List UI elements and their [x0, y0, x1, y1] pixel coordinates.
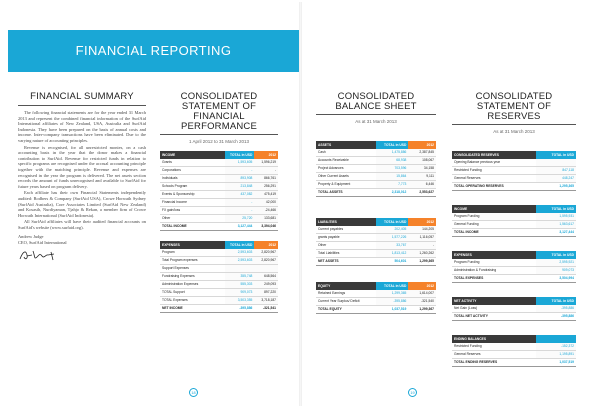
reserves-expenses-table: [452, 251, 576, 283]
total-label: TOTAL ASSETS: [316, 189, 376, 197]
usd-header: TOTAL in USD: [376, 282, 408, 290]
row-label: Financial Income: [160, 199, 225, 207]
row-label: TOTAL Support: [160, 289, 225, 297]
usd-header: TOTAL in USD: [225, 241, 255, 249]
row-label: Program Funding: [452, 213, 536, 221]
row-label: Total Liabilities: [316, 250, 376, 258]
table-row: [160, 257, 278, 265]
table-row: [452, 167, 576, 175]
total-prior: 1,299,365: [408, 258, 436, 266]
signatory-role: CEO, SurfAid International: [18, 240, 67, 246]
row-usd: 703,596: [376, 165, 408, 173]
table-row: [160, 215, 278, 223]
total-row: [452, 275, 576, 283]
row-prior: 1,260,262: [408, 250, 436, 258]
expenses-header: EXPENSES: [452, 251, 536, 259]
summary-paragraph: The following financial statements are for the year ended 31 March 2013 and represent the combined financial information of the SurfAid International affiliates of New Zealand, USA, Australia and SurfAid Indonesia. They have been prepared on the basis of annual costs and income. Inter-company transactions have been eliminated. Due to the varying nature of accounting principles.: [18, 110, 146, 143]
row-usd: 2,593,603: [225, 249, 255, 257]
table-row: [160, 175, 278, 183]
total-prior: -321,541: [254, 305, 278, 313]
total-row: [316, 306, 436, 314]
row-label: Program: [160, 249, 225, 257]
row-usd: -: [225, 167, 255, 175]
row-prior: -321,540: [408, 298, 436, 306]
row-usd: -395,886: [376, 298, 408, 306]
row-usd: 847,118: [536, 167, 576, 175]
total-row: [160, 305, 278, 313]
row-label: grants payable: [316, 234, 376, 242]
ending-balances-table: [452, 335, 576, 367]
row-prior: -: [254, 167, 278, 175]
row-usd: 448,247: [536, 175, 576, 183]
table-row: [316, 165, 436, 173]
page-number-right: 19: [408, 388, 417, 397]
net-activity-table: [452, 297, 576, 321]
income-header: INCOME: [452, 205, 536, 213]
usd-header: TOTAL in USD: [376, 141, 408, 149]
table-row: [316, 149, 436, 157]
row-usd: -395,886: [536, 305, 576, 313]
table-row: [452, 267, 576, 275]
total-usd: 1,295,365: [536, 183, 576, 191]
reserves-divider: [452, 124, 576, 125]
row-prior: -24,466: [254, 207, 278, 215]
row-label: Administration & Fundraising: [452, 267, 536, 275]
total-usd: 1,037,519: [536, 359, 576, 367]
banner-title: FINANCIAL REPORTING: [75, 43, 232, 58]
total-row: [452, 313, 576, 321]
net-activity-header-row: [452, 297, 576, 305]
total-row: [316, 189, 436, 197]
ending-header: ENDING BALANCES: [452, 335, 536, 343]
table-row: [160, 289, 278, 297]
expenses-header-row: [160, 241, 278, 249]
total-usd: 3,504,994: [536, 275, 576, 283]
summary-paragraph: Revenue is recognised, for all unrestricted monies, on a cash accounting basis in the year that the donor makes a financial contribution to SurfAid. Revenue for restricted funds in relation to specific programs are recognised under the accrual accounting principle together with the matching principle. Revenue and expenses are recognised in the year the program is delivered. The net assets section records the amount of funds unrecognised and available to SurfAid for future years based on program delivery.: [18, 144, 146, 189]
total-usd: 3,127,444: [225, 223, 255, 231]
row-prior: 1,116,057: [408, 234, 436, 242]
row-prior: 42,000: [254, 199, 278, 207]
row-prior: 34,158: [408, 165, 436, 173]
row-prior: 1,596,219: [254, 159, 278, 167]
table-row: [160, 249, 278, 257]
income-header-row: [160, 151, 278, 159]
reserves-income-table: [452, 205, 576, 237]
handwritten-signature: [18, 248, 62, 262]
table-row: [160, 191, 278, 199]
reserves-section: [452, 92, 576, 367]
total-label: TOTAL INCOME: [452, 229, 536, 237]
row-usd: [536, 159, 576, 167]
total-label: TOTAL ENDING RESERVES: [452, 359, 536, 367]
table-row: [316, 181, 436, 189]
performance-period: 1 April 2012 to 31 March 2013: [188, 139, 250, 144]
row-usd: 1,299,365: [376, 290, 408, 298]
summary-body: [18, 110, 146, 230]
total-label: NET ASSETS: [316, 258, 376, 266]
table-row: [160, 297, 278, 305]
row-label: Current payables: [316, 226, 376, 234]
usd-header: TOTAL in USD: [536, 297, 576, 305]
row-label: Support Expenses: [160, 265, 225, 273]
row-usd: 213,848: [225, 183, 255, 191]
row-label: Restricted Funding: [452, 343, 536, 351]
row-usd: 893,908: [225, 175, 255, 183]
row-label: General Reserves: [452, 351, 536, 359]
financial-summary: [18, 92, 146, 263]
row-usd: 909,073: [536, 267, 576, 275]
row-prior: 133,681: [254, 215, 278, 223]
row-usd: 1,595,931: [536, 213, 576, 221]
prior-year-header: 2012: [408, 218, 436, 226]
balance-divider: [316, 114, 436, 115]
table-row: [316, 242, 436, 250]
row-usd: 33,767: [376, 242, 408, 250]
row-prior: 866,761: [254, 175, 278, 183]
income-header: INCOME: [160, 151, 225, 159]
reserves-period: As at 31 March 2013: [493, 129, 535, 134]
row-prior: 108,067: [408, 157, 436, 165]
row-label: Administration Expenses: [160, 281, 225, 289]
expenses-table: [160, 241, 278, 313]
total-row: [452, 229, 576, 237]
total-row: [452, 359, 576, 367]
row-prior: 2,820,967: [254, 257, 278, 265]
total-usd: 504,601: [376, 258, 408, 266]
equity-header-row: [316, 282, 436, 290]
performance-divider: [160, 134, 278, 135]
row-usd: 1,577,226: [376, 234, 408, 242]
net-activity-header: NET ACTIVITY: [452, 297, 536, 305]
row-usd: 909,073: [225, 289, 255, 297]
row-label: Project Advances: [316, 165, 376, 173]
row-label: General Funding: [452, 221, 536, 229]
row-usd: 555,303: [225, 281, 255, 289]
total-prior: 1,299,367: [408, 306, 436, 314]
row-prior: 475,419: [254, 191, 278, 199]
table-row: [452, 175, 576, 183]
row-prior: 2,820,967: [254, 249, 278, 257]
ending-header-row: [452, 335, 576, 343]
row-usd: 355,748: [225, 273, 255, 281]
total-label: TOTAL NET ACTIVITY: [452, 313, 536, 321]
row-prior: 9,111: [408, 173, 436, 181]
total-usd: 1,037,519: [376, 306, 408, 314]
table-row: [316, 157, 436, 165]
usd-header: TOTAL in USD: [376, 218, 408, 226]
assets-table: [316, 141, 436, 197]
expenses-header: EXPENSES: [160, 241, 225, 249]
total-label: TOTAL EQUITY: [316, 306, 376, 314]
row-label: Fundraising Expenses: [160, 273, 225, 281]
balance-title-1: CONSOLIDATED: [337, 91, 415, 102]
table-row: [452, 213, 576, 221]
row-label: Cash: [316, 149, 376, 157]
row-usd: 1,195,891: [536, 351, 576, 359]
subtotal-row: [316, 250, 436, 258]
row-prior: 6,446: [408, 181, 436, 189]
row-label: Net Gain (Loss): [452, 305, 536, 313]
right-page: [302, 2, 592, 406]
row-prior: 2,387,845: [408, 149, 436, 157]
row-label: General Reserves: [452, 175, 536, 183]
liabilities-header-row: [316, 218, 436, 226]
row-prior: 3,718,187: [254, 297, 278, 305]
table-row: [316, 298, 436, 306]
row-usd: 1,563,617: [536, 221, 576, 229]
total-row: [316, 258, 436, 266]
signatory-name: Andrew Judge: [18, 234, 44, 240]
row-usd: 7,773: [376, 181, 408, 189]
table-row: [160, 281, 278, 289]
table-row: [160, 199, 278, 207]
page-number-left: 18: [189, 388, 198, 397]
equity-header: EQUITY: [316, 282, 376, 290]
table-row: [160, 167, 278, 175]
table-row: [452, 343, 576, 351]
table-row: [452, 351, 576, 359]
performance-title-3: PERFORMANCE: [180, 121, 258, 132]
prior-year-header: 2012: [408, 141, 436, 149]
row-prior: 249,093: [254, 281, 278, 289]
row-prior: 144,205: [408, 226, 436, 234]
consolidated-reserves-table: [452, 151, 576, 191]
row-label: TOTAL Expenses: [160, 297, 225, 305]
summary-paragraph: Each affiliate has their own Financial Statements independently audited: Rodbers & Company (SurfAid USA), Crowe Horwath Sydney (SurfAid Australia), Core Associates Limited (SurfAid New Zealand) and Kosasih, Nurdiyaman, Tjahjo & Rekan, a member firm of Crowe Horwath International (SurfAid Indonesia).: [18, 190, 146, 218]
income-table: [160, 151, 278, 231]
financial-reporting-banner: [8, 30, 299, 72]
table-row: [452, 305, 576, 313]
report-spread: [8, 2, 592, 408]
table-row: [160, 273, 278, 281]
row-prior: 1,614,007: [408, 290, 436, 298]
total-usd: -395,886: [536, 313, 576, 321]
row-usd: -: [225, 199, 255, 207]
income-header-row: [452, 205, 576, 213]
table-row: [316, 290, 436, 298]
row-usd: -152,372: [536, 343, 576, 351]
row-label: FX gain/loss: [160, 207, 225, 215]
total-usd: 3,127,444: [536, 229, 576, 237]
total-label: NET INCOME: [160, 305, 225, 313]
row-usd: 15,864: [376, 173, 408, 181]
performance-title-1: CONSOLIDATED: [180, 91, 258, 102]
table-row: [452, 221, 576, 229]
assets-header: ASSETS: [316, 141, 376, 149]
table-row: [452, 259, 576, 267]
reserves-title-1: CONSOLIDATED: [475, 91, 553, 102]
row-label: Other Current Assets: [316, 173, 376, 181]
row-label: Grants: [160, 159, 225, 167]
row-label: Current Year Surplus/ Deficit: [316, 298, 376, 306]
row-usd: 202,405: [376, 226, 408, 234]
row-usd: 25,720: [225, 215, 255, 223]
table-row: [316, 226, 436, 234]
row-usd: 2,595,921: [536, 259, 576, 267]
row-label: Accounts Receivable: [316, 157, 376, 165]
total-row: [452, 183, 576, 191]
row-usd: 1,593,605: [225, 159, 255, 167]
usd-header: TOTAL in USD: [536, 251, 576, 259]
row-prior: [254, 265, 278, 273]
row-label: Events & Sponsorship: [160, 191, 225, 199]
performance-title-2: STATEMENT OF FINANCIAL: [181, 101, 257, 122]
row-label: Total Program expenses: [160, 257, 225, 265]
table-row: [316, 234, 436, 242]
consolidated-header: CONSOLIDATED RESERVES: [452, 151, 536, 159]
row-usd: [225, 265, 255, 273]
row-usd: 437,082: [225, 191, 255, 199]
left-page: [8, 2, 299, 406]
row-prior: -: [408, 242, 436, 250]
performance-section: [160, 92, 278, 313]
total-prior: 2,553,627: [408, 189, 436, 197]
row-usd: 68,938: [376, 157, 408, 165]
balance-sheet-section: [316, 92, 436, 314]
total-usd: -395,886: [225, 305, 255, 313]
equity-table: [316, 282, 436, 314]
row-label: Other: [316, 242, 376, 250]
total-prior: 3,394,046: [254, 223, 278, 231]
table-row: [160, 159, 278, 167]
expenses-header-row: [452, 251, 576, 259]
row-label: Schools Program: [160, 183, 225, 191]
usd-header: TOTAL in USD: [225, 151, 255, 159]
row-usd: 1,475,886: [376, 149, 408, 157]
table-row: [452, 159, 576, 167]
total-label: TOTAL INCOME: [160, 223, 225, 231]
total-usd: 2,318,012: [376, 189, 408, 197]
usd-header: [536, 335, 576, 343]
row-label: Corporations: [160, 167, 225, 175]
balance-title-2: BALANCE SHEET: [335, 101, 417, 112]
row-prior: 897,220: [254, 289, 278, 297]
summary-title: FINANCIAL SUMMARY: [30, 91, 134, 102]
row-label: Property & Equipment: [316, 181, 376, 189]
row-usd: 2,593,603: [225, 257, 255, 265]
row-prior: 648,564: [254, 273, 278, 281]
table-row: [160, 265, 278, 273]
row-usd: 3,503,355: [225, 297, 255, 305]
row-prior: 256,291: [254, 183, 278, 191]
table-row: [316, 173, 436, 181]
summary-paragraph: All SurfAid affiliates will have their audited financial accounts on SurfAid's website (www.surfaid.org).: [18, 219, 146, 230]
reserves-title-2: STATEMENT OF RESERVES: [476, 101, 552, 122]
row-label: Opening Balance previous year: [452, 159, 536, 167]
row-label: Individuals: [160, 175, 225, 183]
signature-block: [18, 234, 146, 263]
liabilities-header: LIABILITIES: [316, 218, 376, 226]
summary-divider: [18, 105, 146, 106]
row-label: Other: [160, 215, 225, 223]
total-label: TOTAL EXPENSES: [452, 275, 536, 283]
usd-header: TOTAL in USD: [536, 205, 576, 213]
usd-header: TOTAL in USD: [536, 151, 576, 159]
table-row: [160, 183, 278, 191]
prior-year-header: 2012: [408, 282, 436, 290]
liabilities-table: [316, 218, 436, 266]
consolidated-header-row: [452, 151, 576, 159]
total-row: [160, 223, 278, 231]
table-row: [160, 207, 278, 215]
row-usd: 1,813,412: [376, 250, 408, 258]
row-label: Restricted Funding: [452, 167, 536, 175]
prior-year-header: 2012: [254, 241, 278, 249]
row-usd: -: [225, 207, 255, 215]
prior-year-header: 2012: [254, 151, 278, 159]
row-label: Retained Earnings: [316, 290, 376, 298]
row-label: Program Funding: [452, 259, 536, 267]
total-label: TOTAL OPERATING RESERVES: [452, 183, 536, 191]
balance-period: As at 31 March 2013: [355, 119, 397, 124]
assets-header-row: [316, 141, 436, 149]
